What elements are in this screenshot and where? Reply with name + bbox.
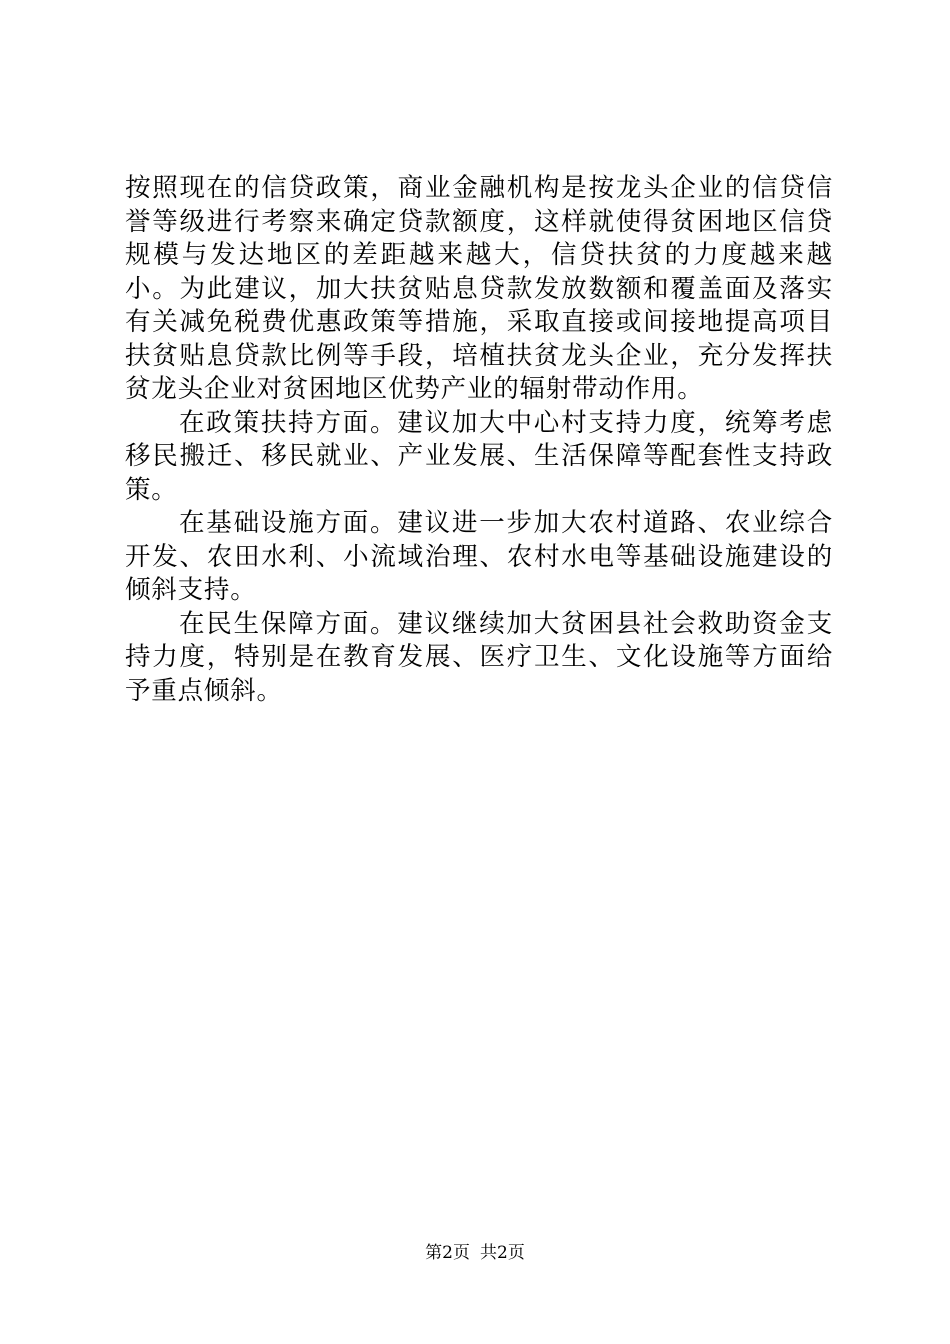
document-body [125,172,833,708]
paragraph-policy-support: 在政策扶持方面。建议加大中心村支持力度，统筹考虑移民搬迁、移民就业、产业发展、生活保障等配套性支持政策。 [125,407,833,505]
page-footer [0,1242,950,1264]
page-total: 共2页 [480,1243,525,1263]
paragraph-infrastructure: 在基础设施方面。建议进一步加大农村道路、农业综合开发、农田水利、小流域治理、农村水电等基础设施建设的倾斜支持。 [125,508,833,605]
page-number: 第2页 [425,1243,470,1263]
paragraph-credit-policy: 按照现在的信贷政策，商业金融机构是按龙头企业的信贷信誉等级进行考察来确定贷款额度，这样就使得贫困地区信贷规模与发达地区的差距越来越大，信贷扶贫的力度越来越小。为此建议，加大扶贫贴息贷款发放数额和覆盖面及落实有关减免税费优惠政策等措施，采取直接或间接地提高项目扶贫贴息贷款比例等手段，培植扶贫龙头企业，充分发挥扶贫龙头企业对贫困地区优势产业的辐射带动作用。 [125,173,833,404]
paragraph-livelihood: 在民生保障方面。建议继续加大贫困县社会救助资金支持力度，特别是在教育发展、医疗卫生、文化设施等方面给予重点倾斜。 [125,608,833,706]
